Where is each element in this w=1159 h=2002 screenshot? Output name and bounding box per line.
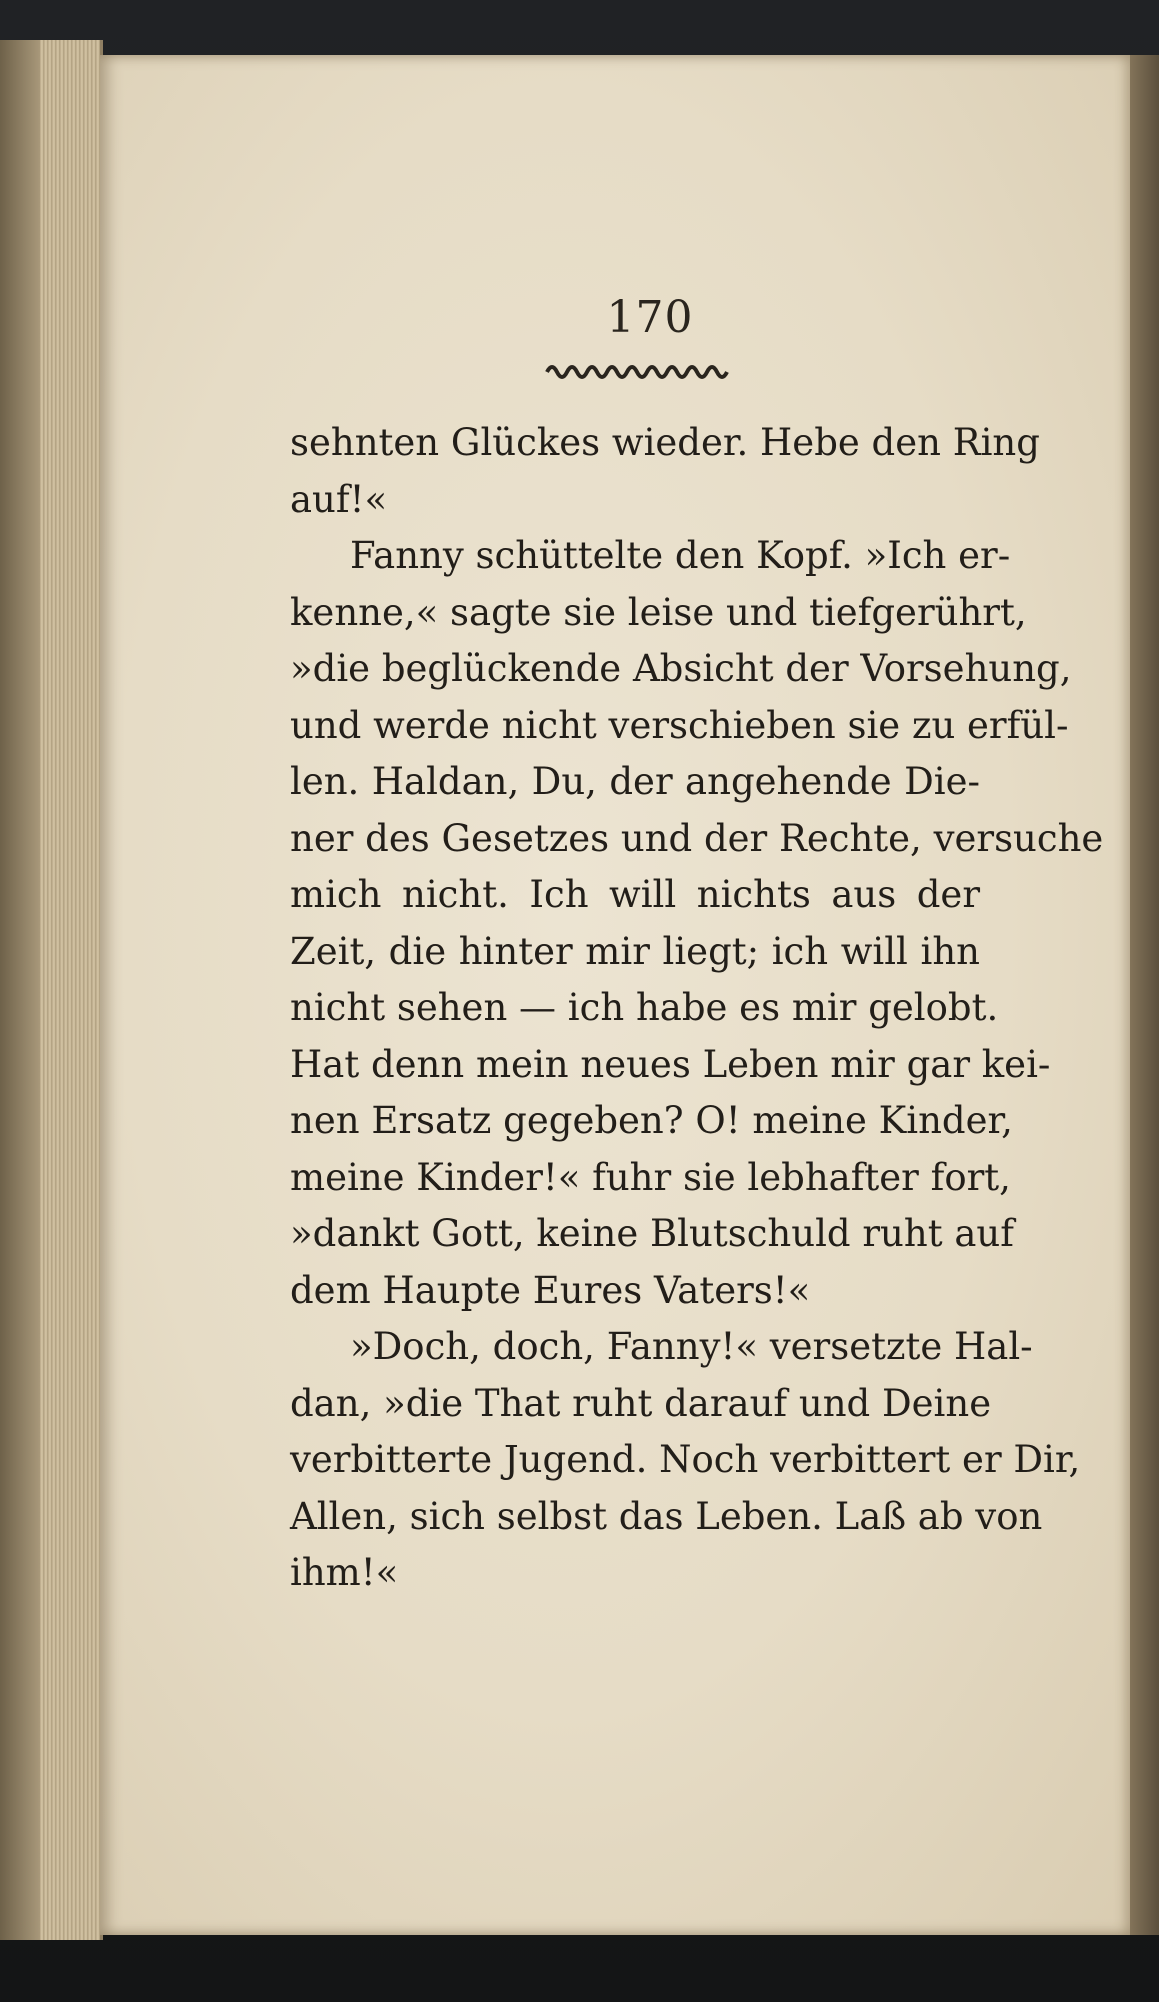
text-line: dan, »die That ruht darauf und Deine — [290, 1381, 992, 1425]
text-line: auf!« — [290, 477, 388, 521]
wavy-ornament — [545, 358, 735, 380]
text-line: ihm!« — [290, 1551, 399, 1594]
text-line: dem Haupte Eures Vaters!« — [290, 1268, 811, 1312]
text-line: kenne,« sagte sie leise und tiefgerührt, — [290, 590, 1027, 634]
text-line: Allen, sich selbst das Leben. Laß ab von — [290, 1494, 1043, 1538]
text-line: mich nicht. Ich will nichts aus der — [290, 873, 980, 916]
text-line: »dankt Gott, keine Blutschuld ruht auf — [290, 1212, 1014, 1255]
body-text — [290, 415, 1104, 1602]
text-line: und werde nicht verschieben sie zu erfül- — [290, 703, 1069, 747]
text-line: meine Kinder!« fuhr sie lebhafter fort, — [290, 1155, 1011, 1199]
text-line: »Doch, doch, Fanny!« versetzte Hal- — [350, 1325, 1033, 1368]
text-line: Fanny schüttelte den Kopf. »Ich er- — [350, 534, 1011, 577]
text-line: sehnten Glückes wieder. Hebe den Ring — [290, 421, 1040, 464]
book-cover-edge — [1125, 55, 1159, 1935]
text-line: Zeit, die hinter mir liegt; ich will ihn — [290, 929, 980, 973]
text-line: verbitterte Jugend. Noch verbittert er Dir, — [290, 1438, 1081, 1481]
text-line: ner des Gesetzes und der Rechte, versuche — [290, 816, 1104, 860]
text-line: nen Ersatz gegeben? O! meine Kinder, — [290, 1099, 1013, 1142]
text-line: nicht sehen — ich habe es mir gelobt. — [290, 986, 999, 1029]
book-spine-shadow — [0, 40, 40, 1940]
text-line: »die beglückende Absicht der Vorsehung, — [290, 647, 1072, 690]
page-number: 170 — [606, 292, 694, 343]
text-line: len. Haldan, Du, der angehende Die- — [290, 760, 980, 803]
text-line: Hat denn mein neues Leben mir gar kei- — [290, 1042, 1051, 1086]
